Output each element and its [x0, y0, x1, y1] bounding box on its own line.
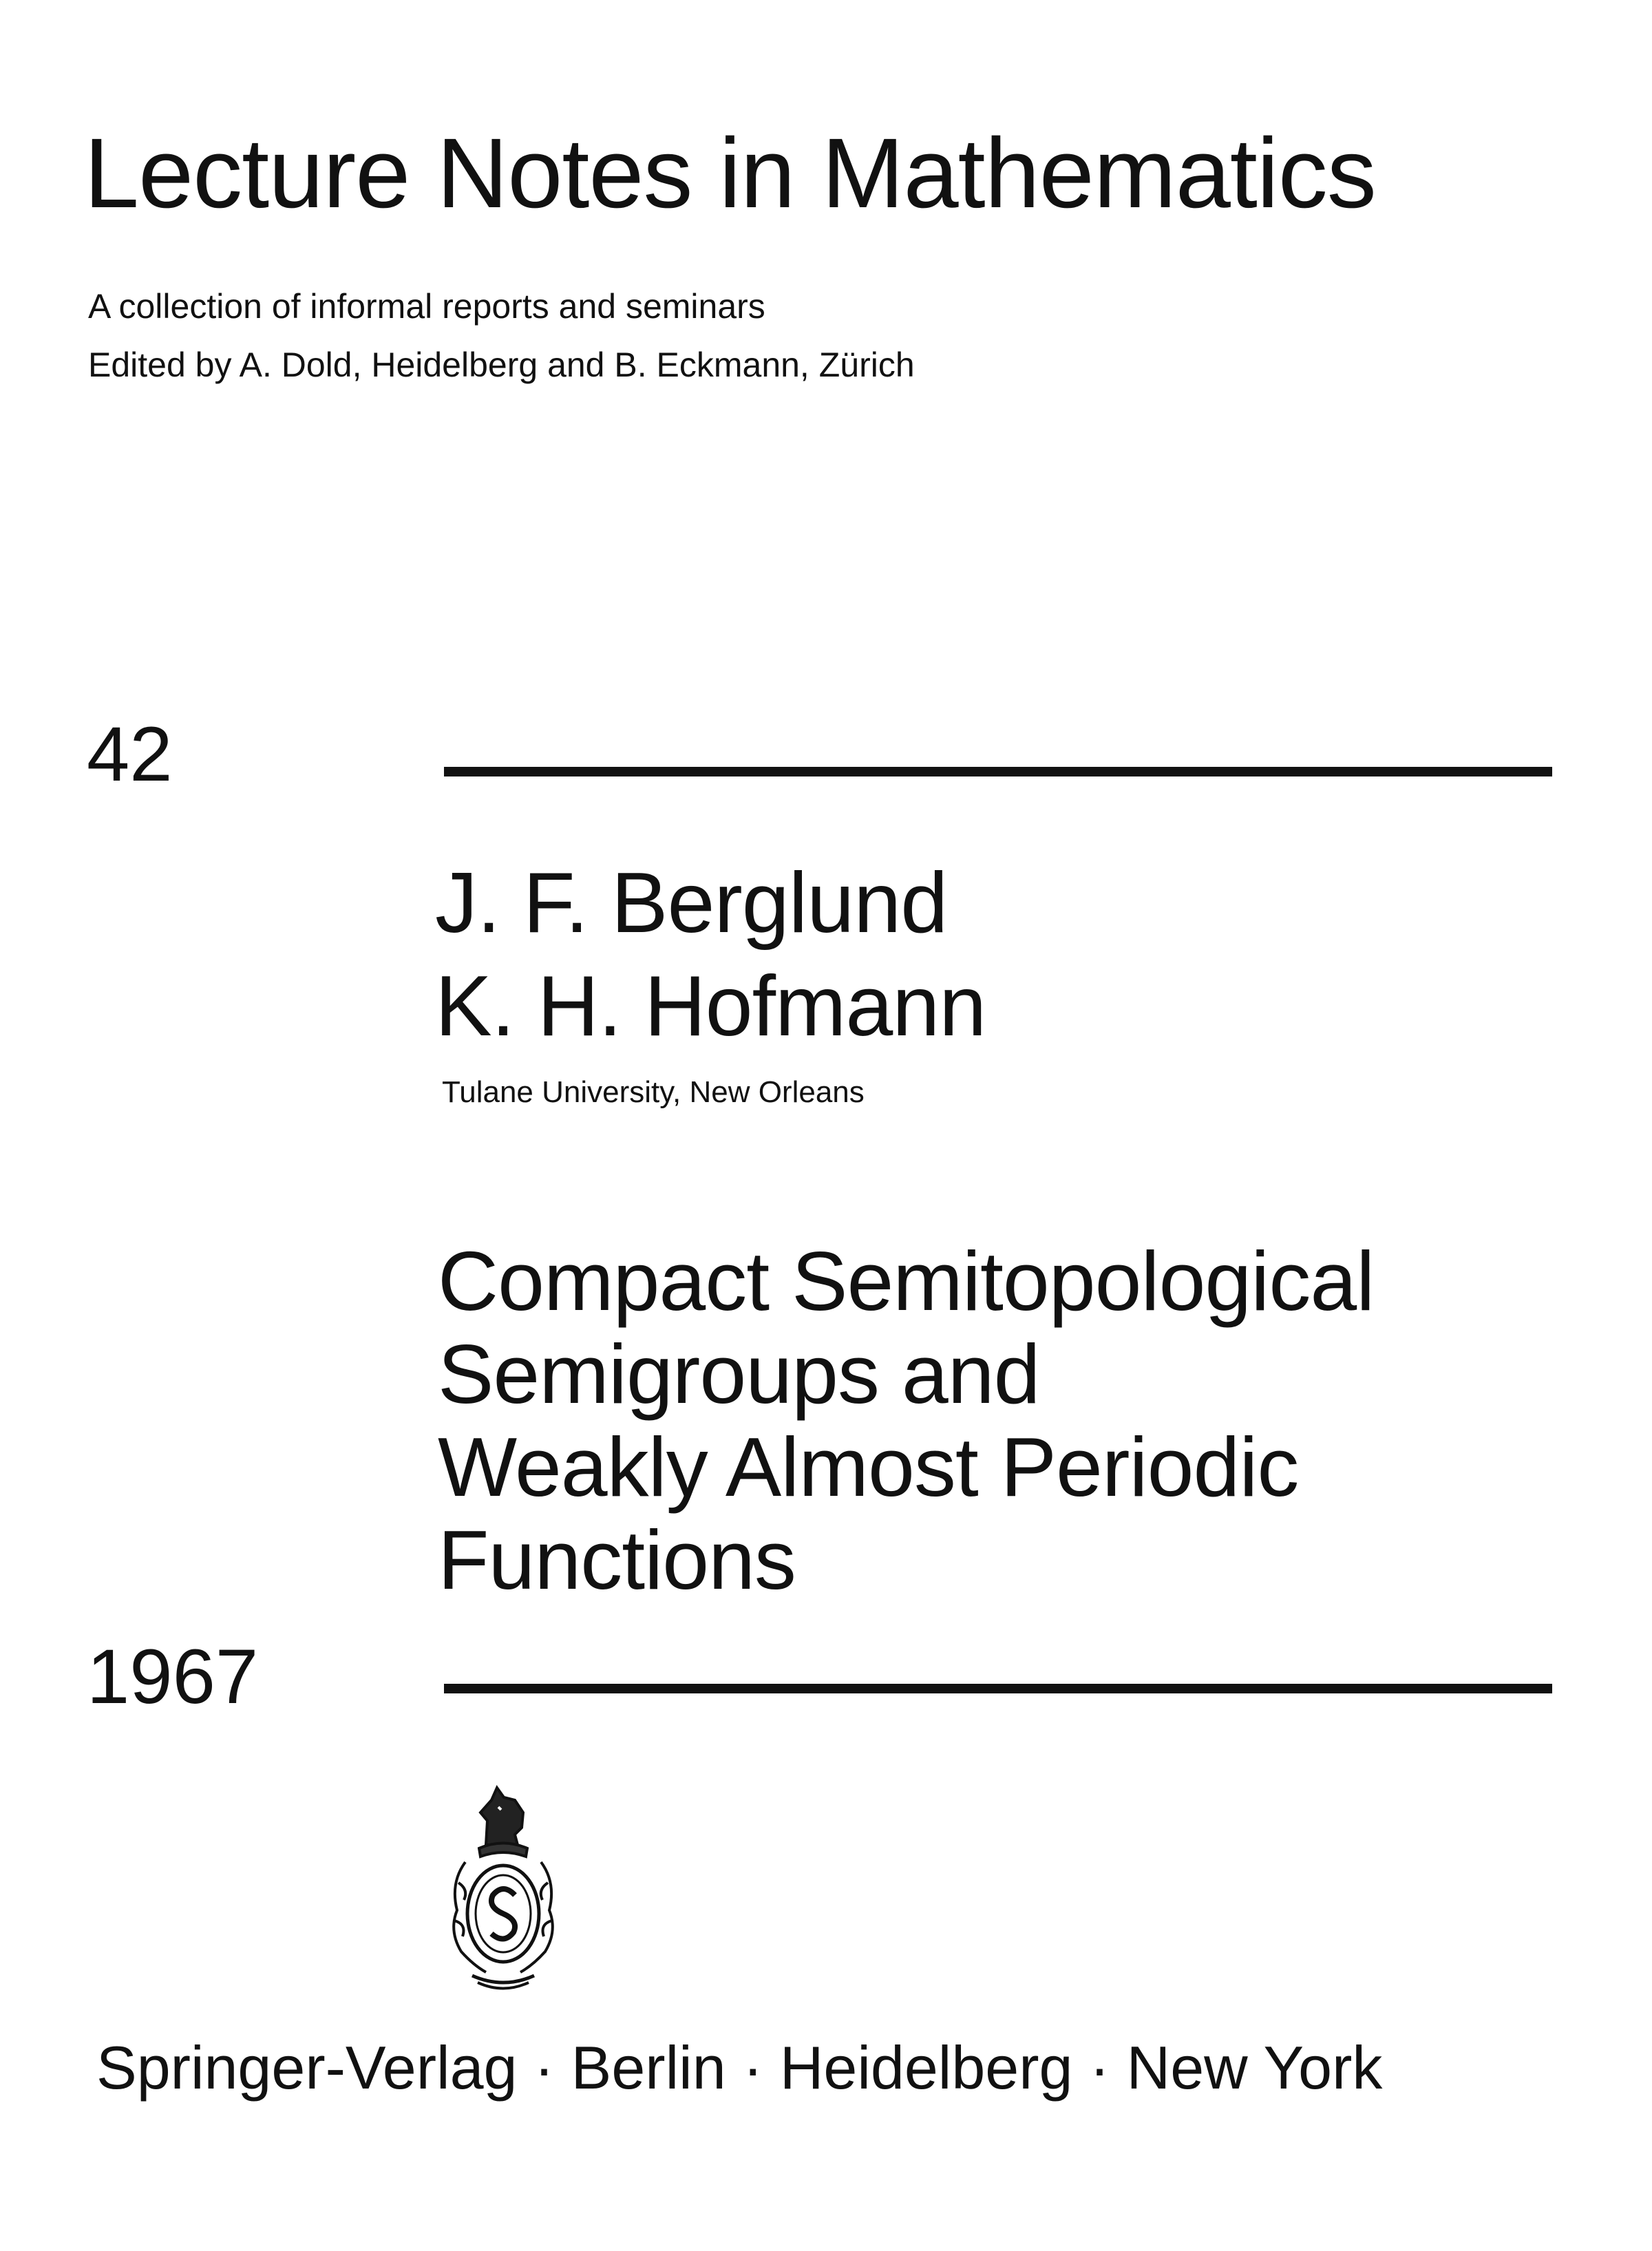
book-title-line-1: Compact Semitopological	[438, 1234, 1375, 1328]
series-editors: Edited by A. Dold, Heidelberg and B. Eckmann, Zürich	[88, 346, 915, 384]
author-affiliation: Tulane University, New Orleans	[442, 1075, 865, 1109]
publisher-imprint: Springer-Verlag · Berlin · Heidelberg · New York	[96, 2033, 1383, 2102]
author-berglund: J. F. Berglund	[435, 856, 948, 951]
top-rule	[444, 767, 1552, 776]
bottom-rule	[444, 1684, 1552, 1693]
book-title-line-3: Weakly Almost Periodic	[438, 1420, 1299, 1514]
publication-year: 1967	[87, 1634, 259, 1720]
springer-knight-logo-icon	[438, 1779, 569, 1993]
series-title: Lecture Notes in Mathematics	[84, 118, 1376, 229]
volume-number: 42	[87, 711, 173, 797]
book-title-line-2: Semigroups and	[438, 1327, 1040, 1421]
book-title-line-4: Functions	[438, 1513, 796, 1607]
series-subtitle: A collection of informal reports and seminars	[88, 287, 765, 326]
author-hofmann: K. H. Hofmann	[435, 959, 986, 1054]
